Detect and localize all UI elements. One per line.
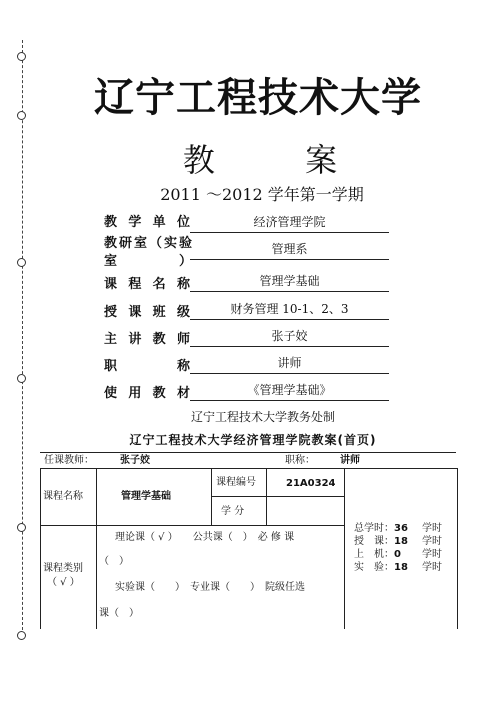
course-name-label: 课程名称 (43, 491, 83, 502)
info-row-class (104, 298, 389, 320)
info-label: 主讲教师 (104, 332, 190, 347)
info-row-unit (104, 213, 389, 233)
course-code-label: 课程编号 (216, 477, 256, 488)
info-row-course (104, 270, 389, 292)
semester-line: 2011 ～2012 学年第一学期 (160, 185, 364, 204)
info-label: 教学单位 (104, 215, 190, 230)
course-type-line: 课（ ） (99, 608, 139, 619)
hours-row (354, 561, 454, 574)
plan-title: 辽宁工程技术大学经济管理学院教案(首页) (129, 433, 377, 447)
info-value: 《管理学基础》 (190, 382, 389, 401)
hours-label: 实 验： (354, 562, 394, 573)
course-type-line: （ ） (99, 556, 129, 567)
hours-label: 上 机： (354, 549, 394, 560)
info-label: 课程名称 (104, 277, 190, 292)
course-table (40, 468, 458, 629)
doc-type-title: 教 案 (182, 141, 378, 179)
binding-ring (17, 523, 26, 532)
issuing-office: 辽宁工程技术大学教务处制 (190, 410, 335, 424)
hours-unit: 学时 (422, 536, 442, 547)
info-label: 使用教材 (104, 386, 190, 401)
hours-value: 18 (394, 562, 408, 573)
teacher-label: 任课教师： (44, 455, 94, 466)
hours-row (354, 535, 454, 548)
info-label: 教研室（实验室） (104, 236, 192, 269)
course-type-line: 实验课（ ） 专业课（ ） 院级任选 (115, 582, 305, 593)
info-value: 管理学基础 (190, 273, 389, 292)
hours-value: 0 (394, 549, 401, 560)
credit-label: 学 分 (221, 506, 245, 517)
course-name-value: 管理学基础 (121, 491, 171, 502)
hours-row (354, 522, 454, 535)
info-value: 财务管理 10-1、2、3 (190, 301, 389, 320)
course-type-line: 理论课（ √ ） 公共课（ ） 必 修 课 (115, 532, 295, 543)
course-code-value: 21A0324 (286, 478, 336, 489)
info-row-teacher (104, 325, 389, 347)
info-label: 职称 (104, 359, 190, 374)
hours-row (354, 548, 454, 561)
course-type-mark: （ √ ） (47, 577, 80, 588)
hours-block (354, 522, 454, 574)
course-type-label: 课程类别 (43, 563, 83, 574)
university-title: 辽宁工程技术大学 (94, 75, 422, 121)
info-row-textbook (104, 379, 389, 401)
info-label: 授课班级 (104, 305, 190, 320)
rank-label: 职称： (285, 455, 315, 466)
binding-line (22, 40, 23, 635)
binding-ring (17, 258, 26, 267)
hours-unit: 学时 (422, 549, 442, 560)
teacher-meta-row (40, 452, 456, 469)
hours-value: 36 (394, 523, 408, 534)
info-value: 经济管理学院 (190, 214, 389, 233)
hours-unit: 学时 (422, 562, 442, 573)
binding-ring (17, 374, 26, 383)
info-value: 张子姣 (190, 328, 389, 347)
hours-label: 总学时： (354, 523, 394, 534)
binding-ring (17, 52, 26, 61)
binding-ring (17, 631, 26, 640)
info-row-office (104, 235, 389, 267)
hours-unit: 学时 (422, 523, 442, 534)
rank-value: 讲师 (340, 455, 360, 466)
info-row-rank (104, 352, 389, 374)
info-value: 管理系 (190, 241, 389, 260)
hours-label: 授 课： (354, 536, 394, 547)
hours-value: 18 (394, 536, 408, 547)
teacher-name: 张子姣 (120, 455, 150, 466)
info-value: 讲师 (190, 355, 389, 374)
